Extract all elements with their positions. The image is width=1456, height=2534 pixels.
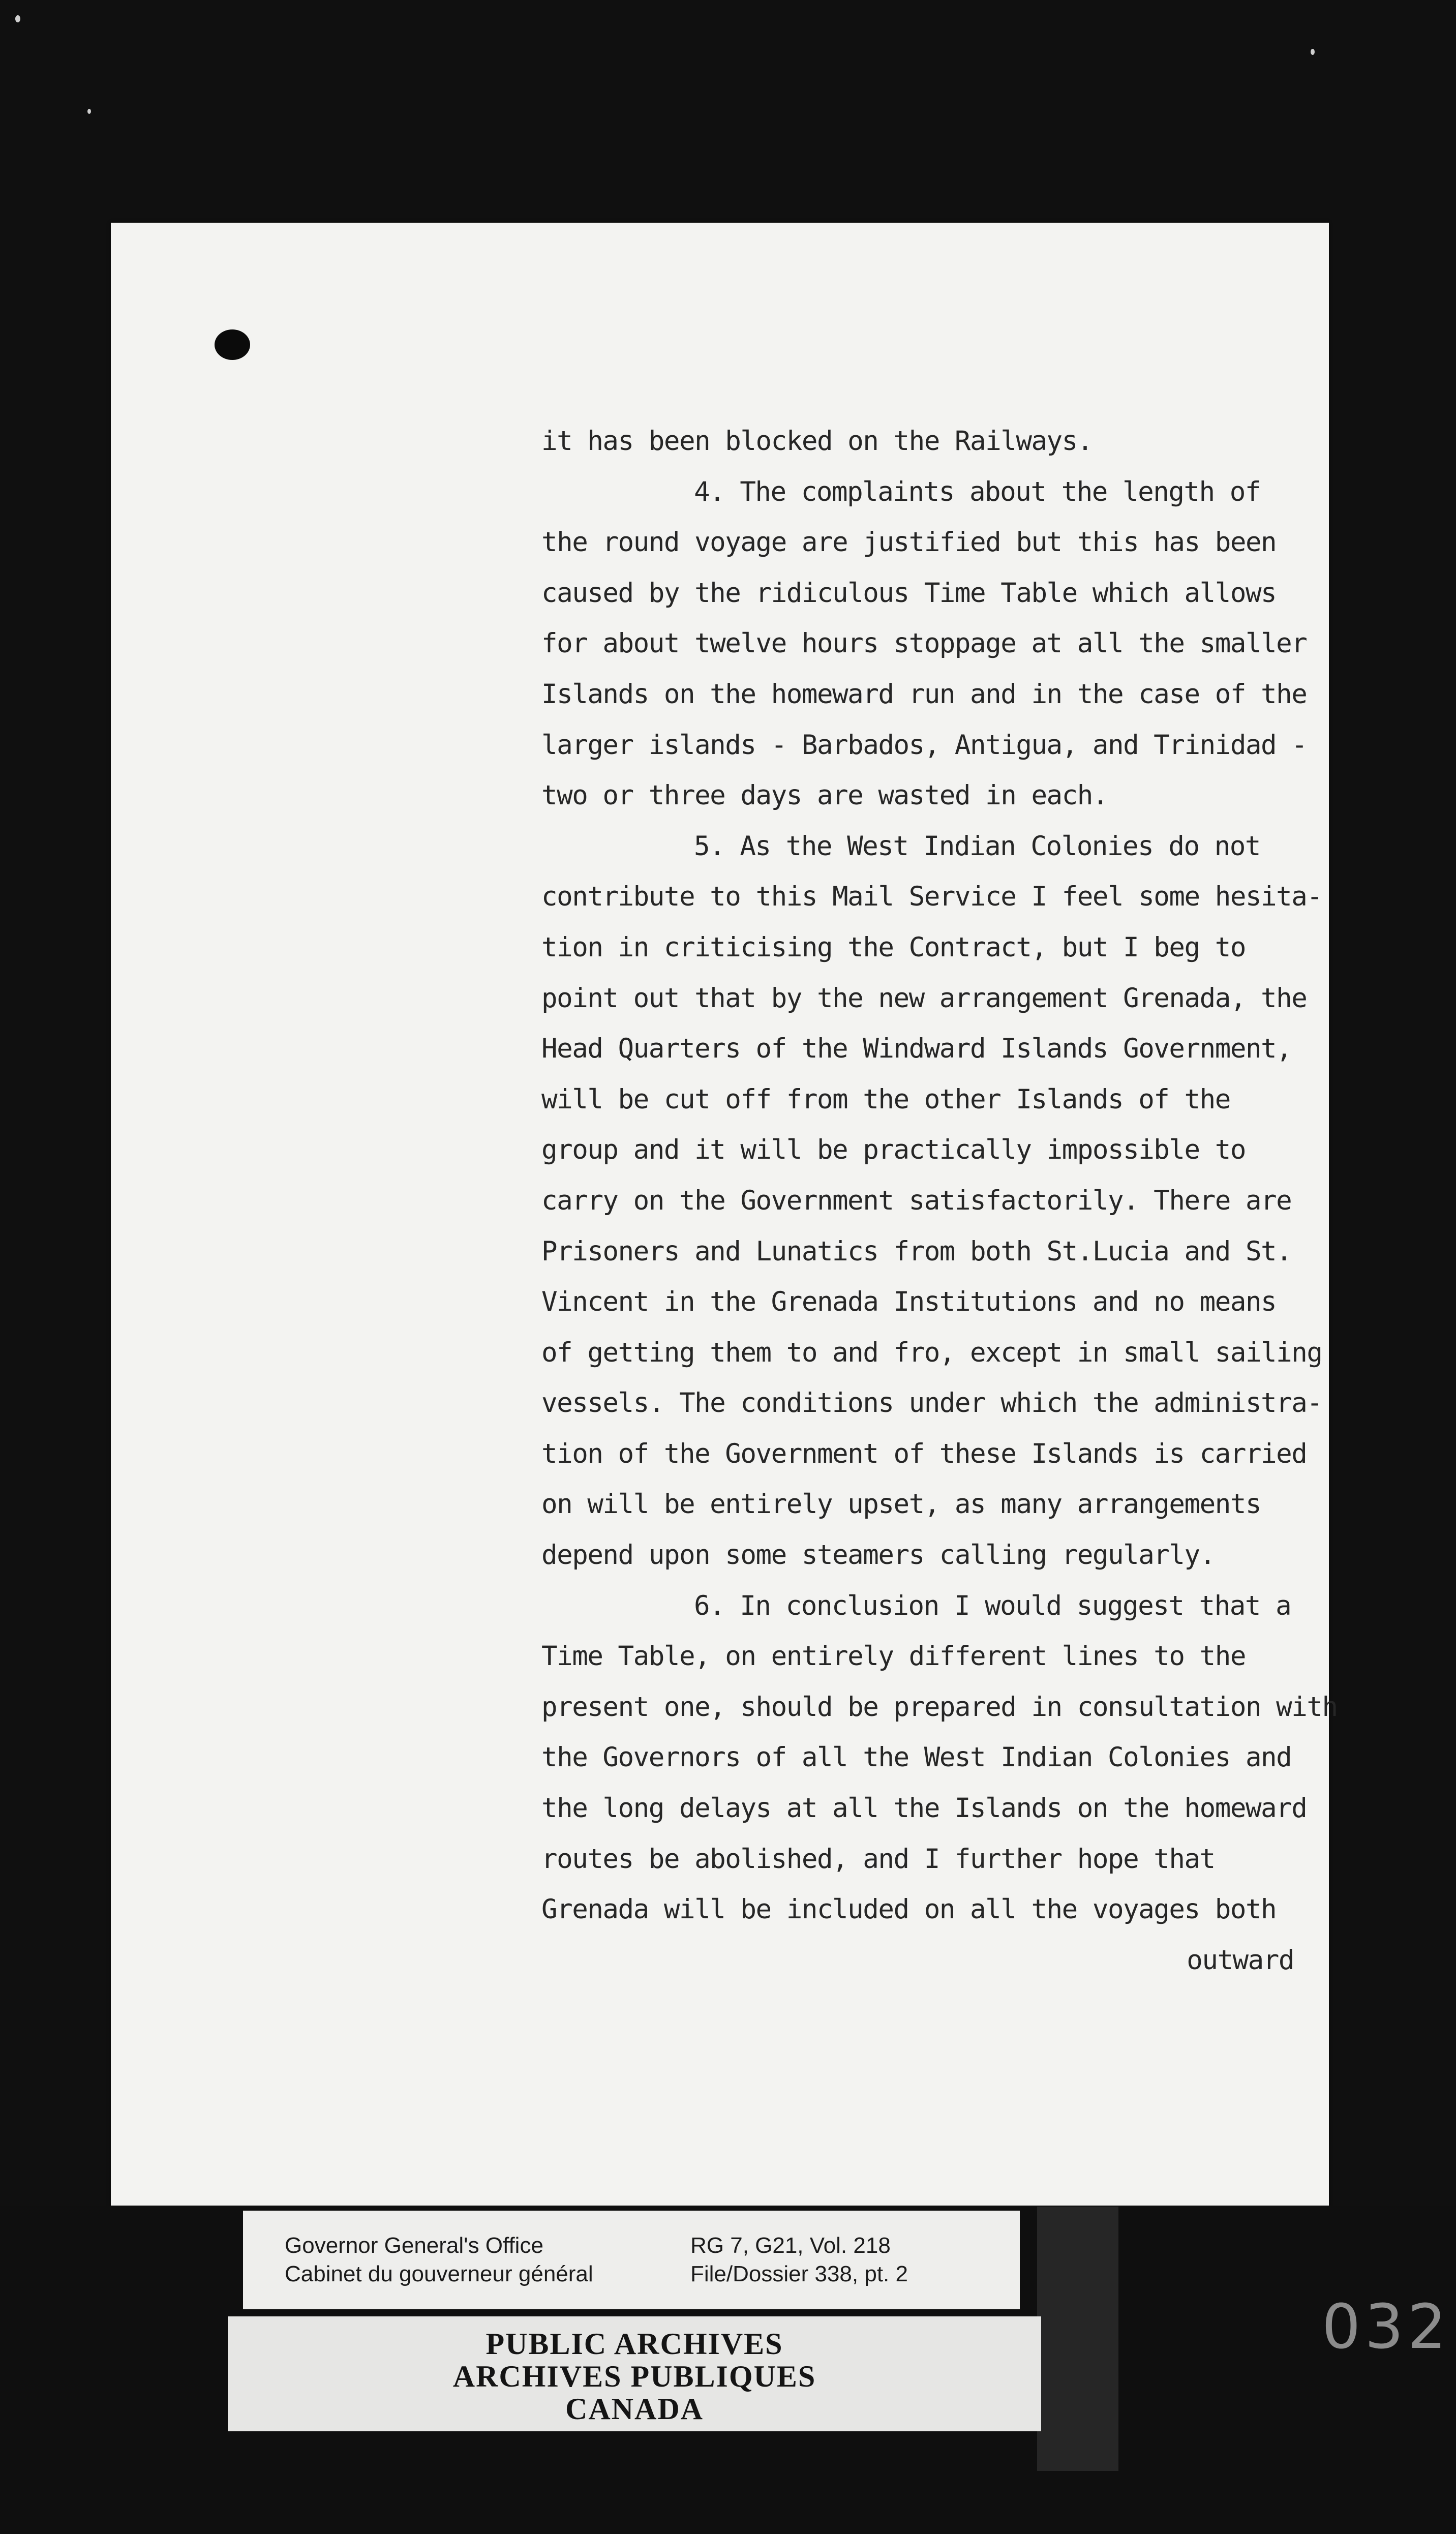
text-line: point out that by the new arrangement Grenada, the (541, 982, 1307, 1014)
text-line: tion of the Government of these Islands is carried (541, 1438, 1307, 1469)
office-name-en: Governor General's Office (285, 2233, 543, 2258)
stamp-line-country: CANADA (565, 2392, 704, 2426)
text-line: tion in criticising the Contract, but I beg to (541, 931, 1246, 963)
text-line: contribute to this Mail Service I feel some hesita- (541, 881, 1322, 913)
frame-number: 032 (1322, 2292, 1451, 2363)
office-name-fr: Cabinet du gouverneur général (285, 2261, 593, 2286)
text-line: for about twelve hours stoppage at all the smaller (541, 628, 1307, 659)
text-line: 6. In conclusion I would suggest that a (694, 1590, 1291, 1621)
text-line: present one, should be prepared in consultation with (541, 1691, 1338, 1723)
text-line: 5. As the West Indian Colonies do not (694, 830, 1260, 862)
text-line: on will be entirely upset, as many arrangements (541, 1489, 1261, 1520)
text-line: Head Quarters of the Windward Islands Government, (541, 1033, 1292, 1065)
text-line: routes be abolished, and I further hope that (541, 1843, 1215, 1875)
text-line: 4. The complaints about the length of (694, 476, 1260, 507)
text-line: Islands on the homeward run and in the case of the (541, 678, 1307, 710)
text-line: carry on the Government satisfactorily. There are (541, 1185, 1292, 1216)
film-strip-shadow (1037, 2207, 1118, 2471)
catchword: outward (1187, 1944, 1294, 1976)
text-line: depend upon some steamers calling regularly. (541, 1540, 1215, 1571)
record-group-reference: RG 7, G21, Vol. 218 (690, 2233, 891, 2258)
text-line: caused by the ridiculous Time Table which allows (541, 577, 1277, 609)
film-speck (15, 15, 20, 22)
stamp-line-fr: ARCHIVES PUBLIQUES (452, 2360, 816, 2393)
archive-reference-card (243, 2211, 1020, 2309)
text-line: two or three days are wasted in each. (541, 780, 1108, 811)
text-line: of getting them to and fro, except in small sailing (541, 1337, 1322, 1368)
text-line: vessels. The conditions under which the administra- (541, 1387, 1322, 1419)
text-line: Vincent in the Grenada Institutions and no means (541, 1286, 1277, 1318)
text-line: group and it will be practically impossible to (541, 1134, 1246, 1166)
text-line: the long delays at all the Islands on the homeward (541, 1793, 1307, 1824)
text-line: the Governors of all the West Indian Colonies and (541, 1742, 1292, 1773)
text-line: it has been blocked on the Railways. (541, 426, 1093, 457)
film-speck (87, 109, 91, 114)
punch-hole (215, 329, 250, 360)
text-line: the round voyage are justified but this has been (541, 527, 1277, 558)
text-line: will be cut off from the other Islands of the (541, 1083, 1230, 1115)
text-line: Grenada will be included on all the voyages both (541, 1894, 1277, 1925)
stamp-line-en: PUBLIC ARCHIVES (486, 2327, 783, 2361)
film-speck (1311, 49, 1315, 55)
text-line: larger islands - Barbados, Antigua, and Trinidad - (541, 729, 1307, 761)
text-line: Time Table, on entirely different lines to the (541, 1641, 1246, 1672)
file-reference: File/Dossier 338, pt. 2 (690, 2261, 908, 2286)
text-line: Prisoners and Lunatics from both St.Lucia and St. (541, 1235, 1292, 1267)
typed-letter-body (541, 416, 1338, 1985)
public-archives-stamp (228, 2316, 1041, 2431)
